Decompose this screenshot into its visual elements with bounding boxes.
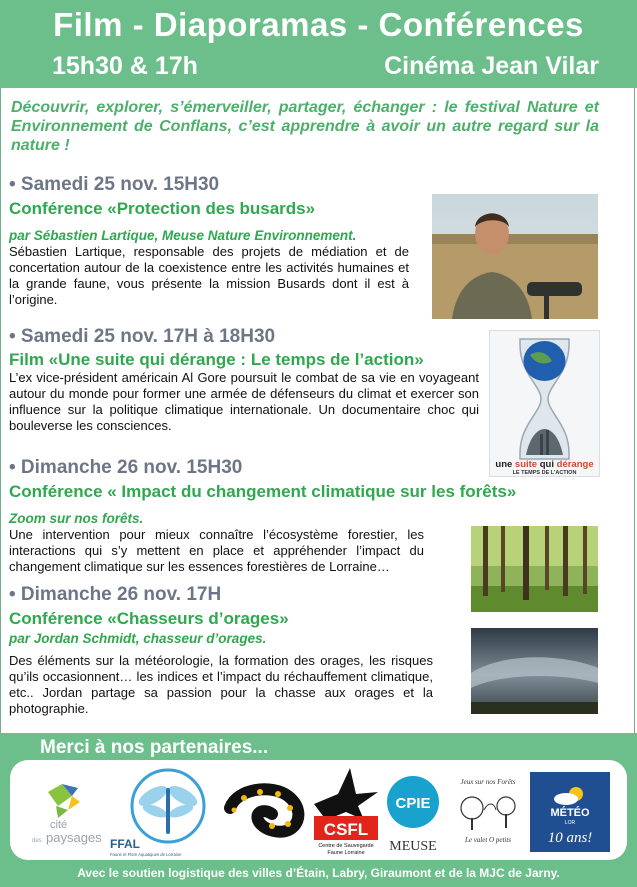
event-title: Conférence « Impact du changement climatique sur les forêts» <box>9 482 517 501</box>
event-title: Film «Une suite qui dérange : Le temps de l’action» <box>9 350 424 369</box>
logo-text: Faune Lorraine <box>327 850 365 856</box>
partners-heading: Merci à nos partenaires... <box>40 737 269 758</box>
event-speaker: par Sébastien Lartique, Meuse Nature Environnement. <box>9 228 357 243</box>
logo-text: paysages <box>46 830 102 845</box>
event-date: • Dimanche 26 nov. 17H <box>9 584 222 605</box>
logo-salamander <box>222 780 308 844</box>
venue-name: Cinéma Jean Vilar <box>384 52 599 80</box>
logo-text: FFAL <box>110 837 140 851</box>
logo-text: Le valet O petits <box>464 836 512 844</box>
header-band <box>0 0 637 88</box>
svg-text:une suite qui dérange <box>495 459 593 470</box>
event-date: • Samedi 25 nov. 15H30 <box>9 174 220 195</box>
event-date: • Dimanche 26 nov. 15H30 <box>9 457 243 478</box>
speaker-photo <box>432 194 598 319</box>
logo-meteo-lorraine <box>530 772 610 852</box>
logo-text: cité <box>50 819 68 831</box>
poster-word: suite <box>514 459 538 470</box>
logo-text: Centre de Sauvegarde <box>318 843 374 849</box>
poster-word: une <box>495 459 515 470</box>
film-poster <box>489 330 600 477</box>
event-description: Une intervention pour mieux connaître l’écosystème forestier, les interactions qui s’y mettent en place et appréhender l’impact du changement climatique sur les essences forestières de Lorraine… <box>9 527 424 574</box>
poster-word: dérange <box>556 459 594 470</box>
event-speaker: par Jordan Schmidt, chasseur d’orages. <box>9 631 267 646</box>
logo-text: MEUSE <box>389 839 437 854</box>
session-times: 15h30 & 17h <box>52 52 198 80</box>
event-subtitle: Zoom sur nos forêts. <box>9 511 144 526</box>
poster-word: qui <box>537 459 557 470</box>
logo-csfl <box>308 764 384 858</box>
logo-text: LOR <box>564 820 576 826</box>
partners-logos <box>10 760 627 860</box>
logo-text: CSFL <box>323 820 369 839</box>
event-description: Sébastien Lartique, responsable des projets de médiation et de concertation autour de la coexistence entre les activités humaines et la grande faune, vous présente la mission Busards dont il est à l’origine. <box>9 244 409 307</box>
forest-photo <box>471 526 598 612</box>
intro-text: Découvrir, explorer, s’émerveiller, partager, échanger : le festival Nature et Environnement de Conflans, c’est apprendre à avoir un autre regard sur la nature ! <box>11 99 599 154</box>
logo-text: des <box>32 838 42 844</box>
event-title: Conférence «Chasseurs d’orages» <box>9 609 289 628</box>
logo-cpie-meuse <box>382 770 444 858</box>
logo-jeux-des-forets <box>448 774 528 854</box>
logo-ffal <box>108 766 218 858</box>
logo-text: Faune et Flore Aquatiques de Lorraine <box>110 852 182 857</box>
logo-cite-des-paysages <box>28 780 108 850</box>
event-description: Des éléments sur la météorologie, la formation des orages, les risques qu’ils occasionnent… les indices et l’impact du réchauffement climatique, etc.. Jordan partage sa passion pour la chasse aux orages et la photographie. <box>9 653 433 716</box>
event-title: Conférence «Protection des busards» <box>9 199 316 218</box>
event-description: L’ex vice-président américain Al Gore poursuit le combat de sa vie en voyageant autour du monde pour former une armée de défenseurs du climat et exercer son influence sur la politique climatique internationale. Un documentaire choc qui bouleverse les consciences. <box>9 370 479 433</box>
poster-subtitle: LE TEMPS DE L’ACTION <box>512 470 577 476</box>
storm-photo <box>471 628 598 714</box>
logo-text: 10 ans! <box>547 830 593 846</box>
support-credits: Avec le soutien logistique des villes d’Étain, Labry, Giraumont et de la MJC de Jarny. <box>77 866 560 880</box>
event-date: • Samedi 25 nov. 17H à 18H30 <box>9 326 276 347</box>
logo-text: Jeux sur nos Forêts <box>460 778 516 786</box>
logo-text: CPIE <box>395 795 431 812</box>
logo-text: MÉTÉO <box>550 807 590 819</box>
poster-title: Film - Diaporamas - Conférences <box>53 6 584 43</box>
